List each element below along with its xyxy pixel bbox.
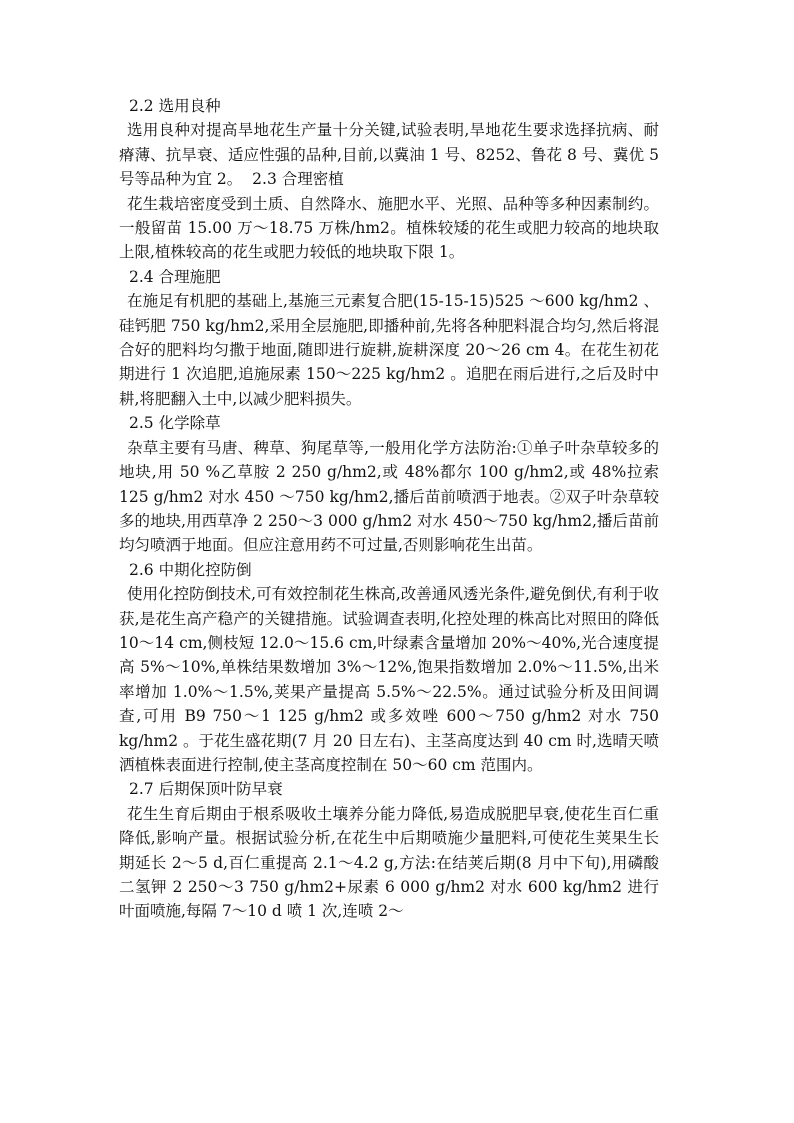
section-paragraph-2-7: 花生生育后期由于根系吸收土壤养分能力降低,易造成脱肥早衰,使花生百仁重降低,影响产量。根据试验分析,在花生中后期喷施少量肥料,可使花生荚果生长期延长 2～5 d,百仁重提高 2.1～4.2 g,方法:在结荚后期(8 月中下旬),用磷酸二氢钾 2 250～3 750 g/hm2+尿素 6 000 g/hm2 对水 600 kg/hm2 进行叶面喷施,每隔 7～10 d 喷 1 次,连喷 2～ xyxy=(119,804,659,921)
section-heading-2-2: 2.2 选用良种 xyxy=(129,97,221,115)
section-paragraph-2-3: 花生栽培密度受到土质、自然降水、施肥水平、光照、品种等多种因素制约。一般留苗 15.00 万～18.75 万株/hm2。植株较矮的花生或肥力较高的地块取上限,植株较高的花生或肥力较低的地块取下限 1。 xyxy=(119,194,659,262)
section-paragraph-2-2 xyxy=(119,118,659,191)
section-heading-2-4: 2.4 合理施肥 xyxy=(129,267,221,286)
section-paragraph-2-6: 使用化控防倒技术,可有效控制花生株高,改善通风透光条件,避免倒伏,有利于收获,是花生高产稳产的关键措施。试验调查表明,化控处理的株高比对照田的降低 10～14 cm,侧枝短 12.0～15.6 cm,叶绿素含量增加 20%～40%,光合速度提高 5%～10%,单株结果数增加 3%～12%,饱果指数增加 2.0%～11.5%,出米率增加 1.0%～1.5%,荚果产量提高 5.5%～22.5%。通过试验分析及田间调查,可用 B9 750～1 125 g/hm2 或多效唑 600～750 g/hm2 对水 750 kg/hm2 。于花生盛花期(7 月 20 日左右)、主茎高度达到 40 cm 时,选晴天喷洒植株表面进行控制,使主茎高度控制在 50～60 cm 范围内。 xyxy=(119,585,659,774)
section-paragraph-2-4: 在施足有机肥的基础上,基施三元素复合肥(15-15-15)525 ～600 kg/hm2 、硅钙肥 750 kg/hm2,采用全层施肥,即播种前,先将各种肥料混合均匀,然后将混合好的肥料均匀撒于地面,随即进行旋耕,旋耕深度 20～26 cm 4。在花生初花期进行 1 次追肥,追施尿素 150～225 kg/hm2 。追肥在雨后进行,之后及时中耕,将肥翻入土中,以减少肥料损失。 xyxy=(119,292,659,408)
section-heading-2-7: 2.7 后期保顶叶防早衰 xyxy=(129,780,283,799)
document-page xyxy=(119,94,659,924)
section-paragraph-2-5: 杂草主要有马唐、稗草、狗尾草等,一般用化学方法防治:①单子叶杂草较多的地块,用 50 %乙草胺 2 250 g/hm2,或 48%都尔 100 g/hm2,或 48%拉索 125 g/hm2 对水 450 ～750 kg/hm2,播后苗前喷洒于地表。②双子叶杂草较多的地块,用西草净 2 250～3 000 g/hm2 对水 450～750 kg/hm2,播后苗前均匀喷洒于地面。但应注意用药不可过量,否则影响花生出苗。 xyxy=(119,438,659,555)
section-heading-2-6: 2.6 中期化控防倒 xyxy=(129,560,252,579)
paragraph-text: 选用良种对提高旱地花生产量十分关键,试验表明,旱地花生要求选择抗病、耐瘠薄、抗旱衰、适应性强的品种,目前,以冀油 1 号、8252、鲁花 8 号、冀优 5 号等品种为宜 2。 xyxy=(119,121,659,189)
section-heading-2-3: 2.3 合理密植 xyxy=(252,170,344,189)
section-heading-2-5: 2.5 化学除草 xyxy=(129,414,221,433)
